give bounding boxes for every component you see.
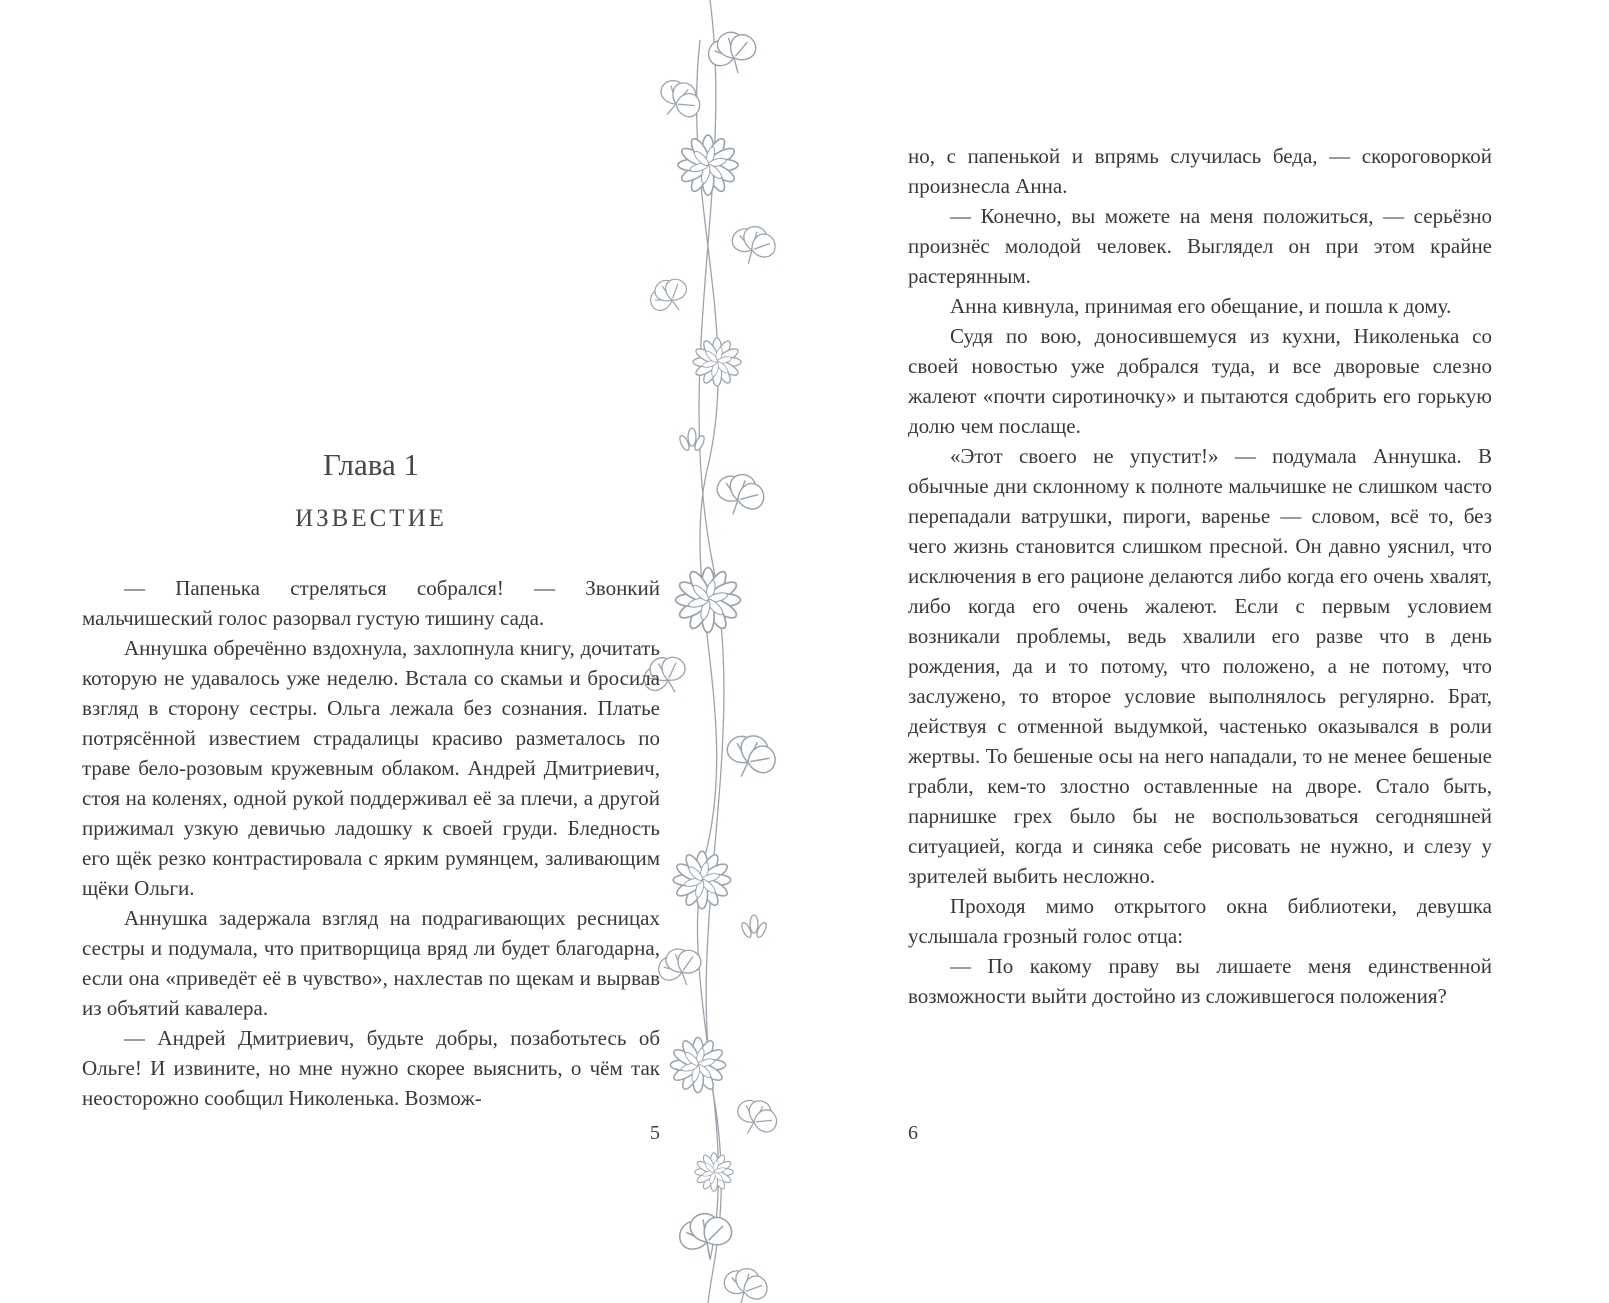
right-page [908,141,1492,1011]
paragraph-right-4: Судя по вою, доносившемуся из кухни, Николенька со своей новостью уже добрался туда, и все дворовые слезно жалеют «почти сиротиночку» и пытаются сдобрить его горькую долю чем послаще. [908,324,1492,438]
chapter-title: Глава 1 [322,447,420,482]
left-page-body [82,573,660,1113]
page-number-left: 5 [650,1122,660,1144]
paragraph-right-5: «Этот своего не упустит!» — подумала Аннушка. В обычные дни склонному к полноте мальчишке не слишком часто перепадали ватрушки, пироги, варенье — словом, всё то, без чего жизнь становится слишком пресной. Он давно уяснил, что исключения в его рационе делаются либо когда его очень хвалят, либо когда его очень жалеют. Если с первым условием возникали проблемы, ведь хвалили его разве что в день рождения, да и то потому, что положено, а не потому, что заслужено, то второе условие выполнялось регулярно. Брат, действуя с отменной выдумкой, частенько оказывался в роли жертвы. То бешеные осы на него нападали, то не менее бешеные грабли, кем-то злостно оставленные на дворе. Стало быть, парнишке грех было бы не воспользоваться сегодняшней ситуацией, когда и синяка себе рисовать не нужно, и слезу у зрителей выбить несложно. [908,444,1492,888]
paragraph-right-7: — По какому праву вы лишаете меня единственной возможности выйти достойно из сложившегося положения? [908,954,1492,1008]
paragraph-left-3: Аннушка задержала взгляд на подрагивающих ресницах сестры и подумала, что притворщица вряд ли будет благодарна, если она «приведёт её в чувство», нахлестав по щекам и вырвав из объятий кавалера. [82,906,660,1020]
paragraph-left-2: Аннушка обречённо вздохнула, захлопнула книгу, дочитать которую не удавалось уже неделю. Встала со скамьи и бросила взгляд в сторону сестры. Ольга лежала без сознания. Платье потрясённой известием страдалицы красиво разметалось по траве бело-розовым кружевным облаком. Андрей Дмитриевич, стоя на коленях, одной рукой поддерживал её за плечи, а другой прижимал узкую девичью ладошку к своей груди. Бледность его щёк резко контрастировала с ярким румянцем, заливающим щёки Ольги. [82,636,660,900]
left-page [82,449,660,1113]
paragraph-left-4: — Андрей Дмитриевич, будьте добры, позаботьтесь об Ольге! И извините, но мне нужно скорее выяснить, о чём так неосторожно сообщил Николенька. Возмож- [82,1026,660,1110]
paragraph-left-1: — Папенька стреляться собрался! — Звонкий мальчишеский голос разорвал густую тишину сада. [82,576,660,630]
right-page-body [908,141,1492,1011]
paragraph-right-2: — Конечно, вы можете на меня положиться, — серьёзно произнёс молодой человек. Выглядел он при этом крайне растерянным. [908,204,1492,288]
chapter-subtitle: ИЗВЕСТИЕ [295,505,447,532]
paragraph-right-6: Проходя мимо открытого окна библиотеки, девушка услышала грозный голос отца: [908,894,1492,948]
page-number-right: 6 [908,1122,918,1144]
paragraph-right-1: но, с папенькой и впрямь случилась беда, — скороговоркой произнесла Анна. [908,144,1492,198]
paragraph-right-3: Анна кивнула, принимая его обещание, и пошла к дому. [950,294,1452,318]
